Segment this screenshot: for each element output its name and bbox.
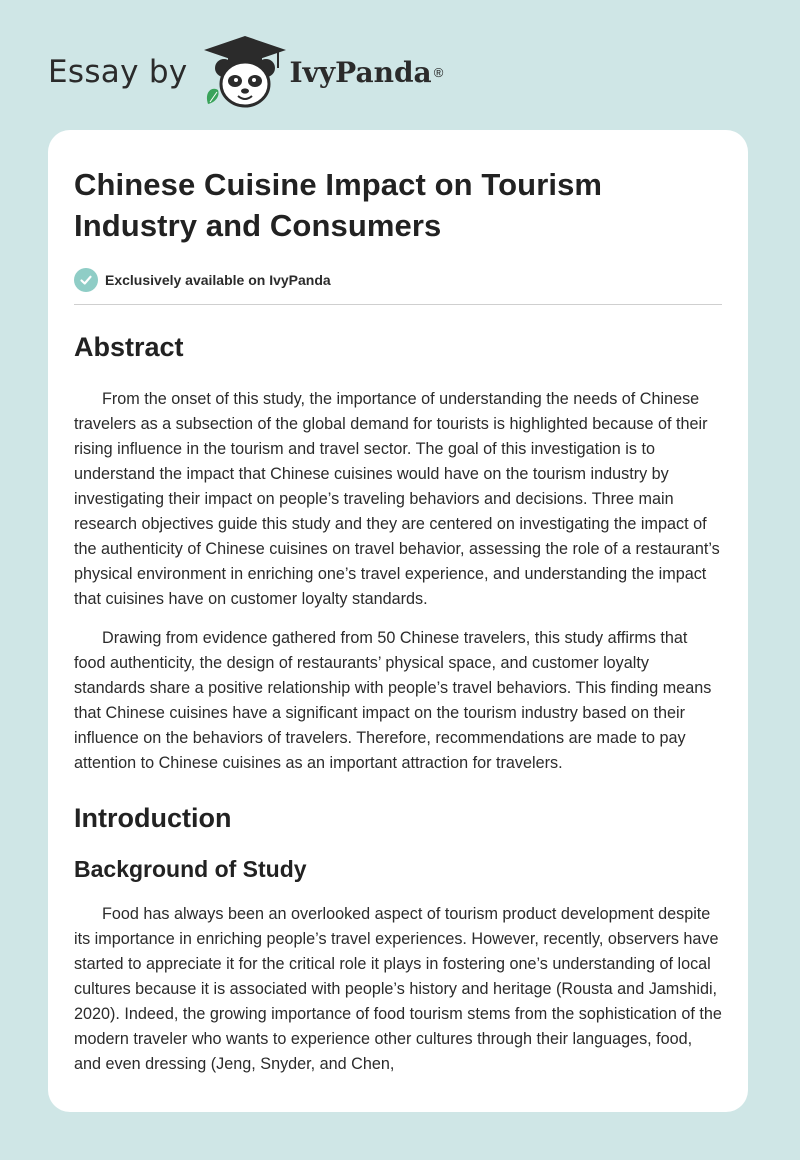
abstract-heading: Abstract	[74, 332, 184, 362]
introduction-heading: Introduction	[74, 803, 232, 833]
exclusive-label: Exclusively available on IvyPanda	[105, 272, 331, 288]
abstract-paragraph-1: From the onset of this study, the importance of understanding the needs of Chinese travelers as a subsection of the global demand for tourists is highlighted because of their rising influence in the tourism and travel sector. The goal of this investigation is to understand the impact that Chinese cuisines would have on the tourism industry by investigating their impact on people’s traveling behaviors and decisions. Three main research objectives guide this study and they are centered on investigating the impact of the authenticity of Chinese cuisines on travel behavior, assessing the role of a restaurant’s physical environment in enriching one’s travel experience, and understanding the impact that cuisines have on customer loyalty standards.	[74, 390, 720, 608]
registered-mark: ®	[433, 64, 444, 80]
brand-prefix: Essay by	[48, 54, 188, 90]
brand-name: IvyPanda	[289, 55, 432, 89]
background-heading: Background of Study	[74, 856, 307, 882]
site-brand[interactable]	[48, 34, 443, 110]
panda-logo-icon	[202, 34, 288, 110]
title-divider	[74, 304, 722, 305]
abstract-paragraph-2: Drawing from evidence gathered from 50 Chinese travelers, this study affirms that food authenticity, the design of restaurants’ physical space, and customer loyalty standards share a positive relationship with people’s travel behaviors. This finding means that Chinese cuisines have a significant impact on the tourism industry based on their influence on the behaviors of travelers. Therefore, recommendations are made to pay attention to Chinese cuisines as an important attraction for travelers.	[74, 629, 712, 772]
exclusive-badge	[74, 268, 722, 292]
check-icon	[74, 268, 98, 292]
background-paragraph-1: Food has always been an overlooked aspect of tourism product development despite its importance in enriching people’s travel experiences. However, recently, observers have started to appreciate it for the critical role it plays in fostering one’s understanding of local cultures because it is associated with people’s history and heritage (Rousta and Jamshidi, 2020). Indeed, the growing importance of food tourism stems from the sophistication of the modern traveler who wants to experience other cultures through their languages, food, and even dressing (Jeng, Snyder, and Chen,	[74, 905, 722, 1073]
essay-card	[48, 130, 748, 1112]
page-title: Chinese Cuisine Impact on Tourism Industry and Consumers	[74, 167, 603, 243]
